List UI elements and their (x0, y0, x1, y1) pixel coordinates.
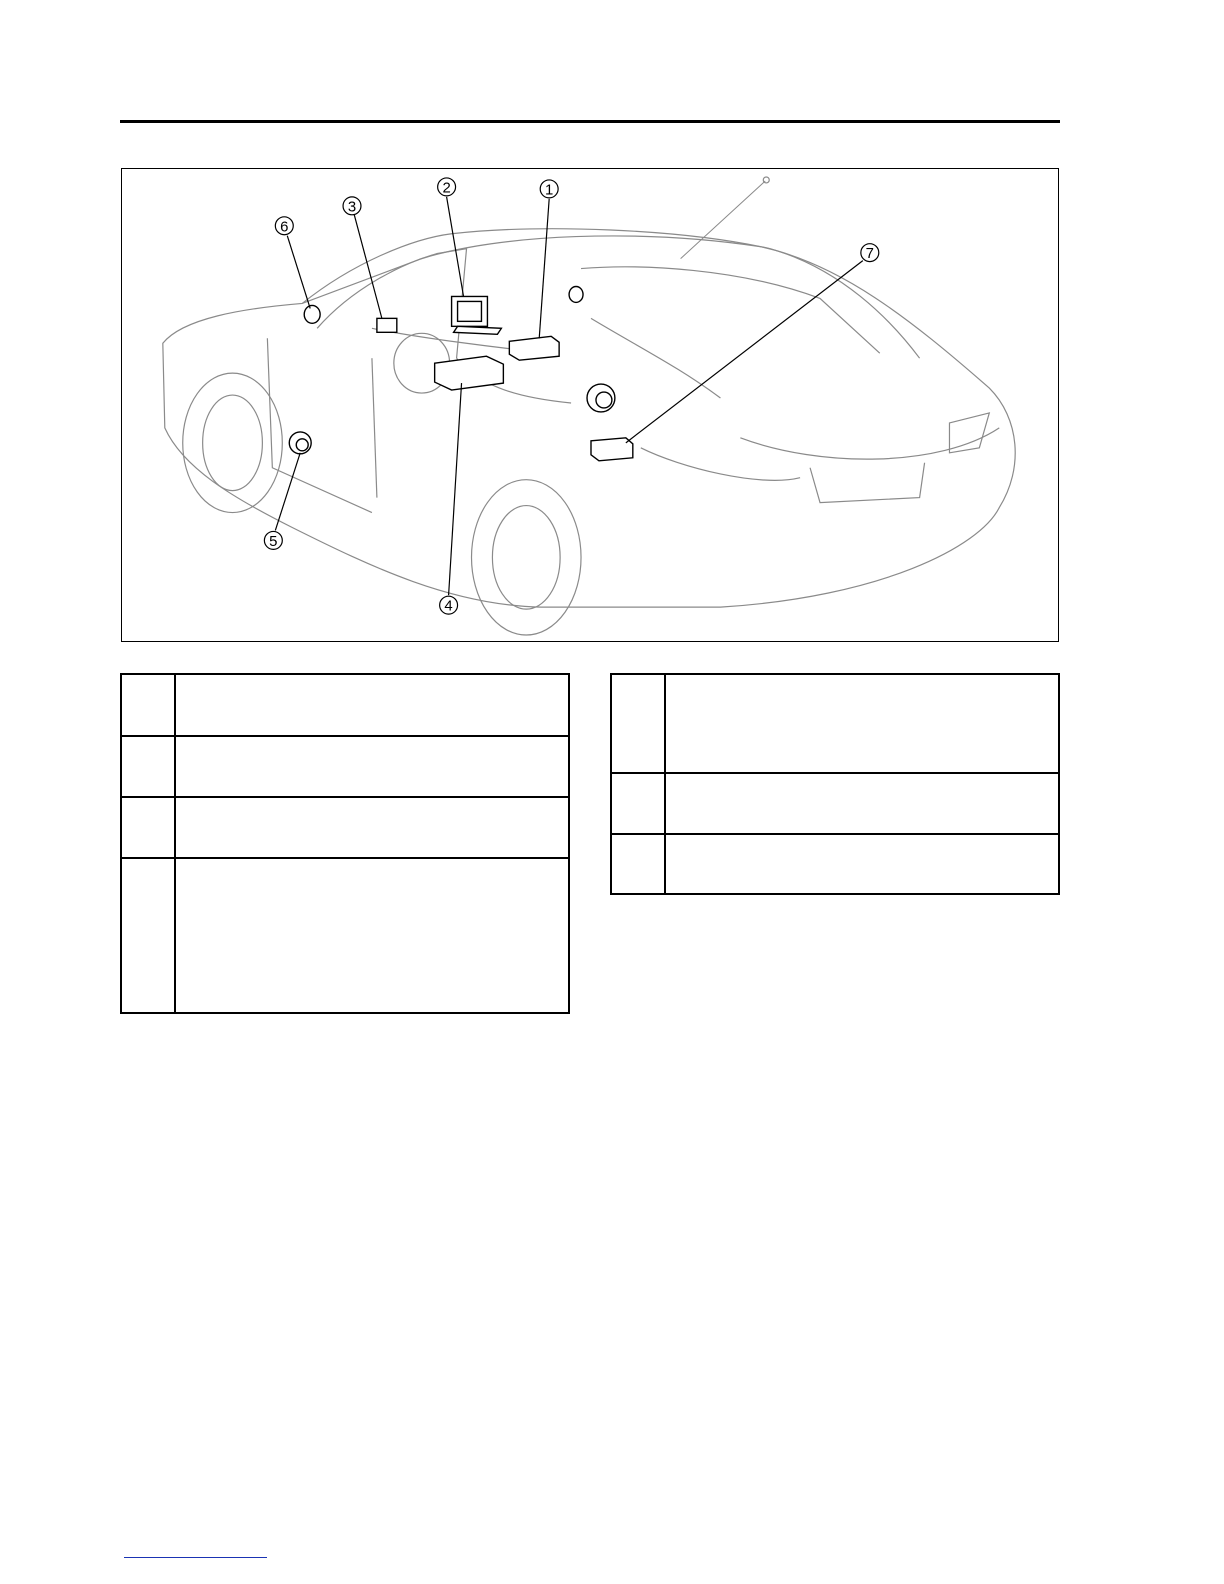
legend-number (121, 736, 175, 797)
legend-row (121, 858, 569, 1013)
svg-text:2: 2 (442, 179, 451, 197)
legend-number (611, 674, 665, 773)
svg-text:4: 4 (444, 597, 453, 615)
svg-text:1: 1 (545, 181, 554, 199)
legend-text (665, 834, 1059, 894)
legend-number (121, 797, 175, 858)
audio-system-location-figure (121, 168, 1059, 642)
legend-row (121, 674, 569, 736)
callout-5 (264, 531, 282, 549)
legend-text (665, 773, 1059, 834)
header-rule (120, 120, 1060, 123)
legend-text (175, 797, 569, 858)
legend-table-left (120, 673, 570, 1014)
legend-number (611, 834, 665, 894)
svg-text:3: 3 (347, 198, 357, 216)
legend-row (611, 834, 1059, 894)
legend-number (121, 858, 175, 1013)
svg-text:5: 5 (269, 532, 278, 550)
svg-text:6: 6 (280, 218, 289, 236)
leader-lines (275, 197, 863, 595)
callout-4 (440, 596, 458, 614)
callout-3 (343, 197, 361, 215)
callout-6 (275, 217, 293, 235)
legend-row (611, 773, 1059, 834)
legend-number (611, 773, 665, 834)
legend-row (121, 797, 569, 858)
legend-text (175, 674, 569, 736)
svg-text:7: 7 (865, 245, 874, 263)
legend-row (611, 674, 1059, 773)
legend-number (121, 674, 175, 736)
legend-text (665, 674, 1059, 773)
vehicle-illustration (122, 169, 1058, 641)
callout-2 (438, 178, 456, 196)
legend-row (121, 736, 569, 797)
callout-1 (540, 180, 558, 198)
legend-text (175, 736, 569, 797)
legend-table-right (610, 673, 1060, 895)
callout-7 (861, 244, 879, 262)
component-shapes (289, 287, 633, 461)
footer-link-underline[interactable] (124, 1557, 267, 1558)
legend-text (175, 858, 569, 1013)
